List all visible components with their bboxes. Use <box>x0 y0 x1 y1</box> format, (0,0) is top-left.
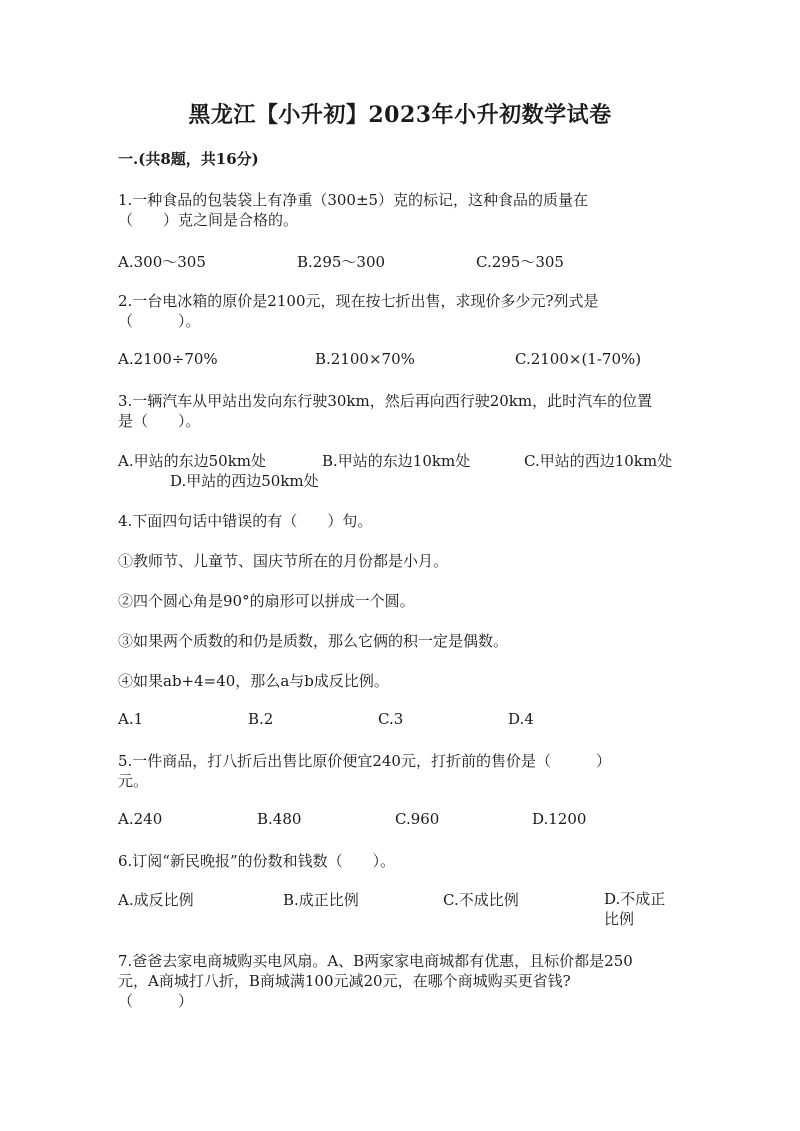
question-4-statement-2: ②四个圆心角是90°的扇形可以拼成一个圆。 <box>118 592 415 610</box>
question-2-option-a: A.2100÷70% <box>118 350 218 368</box>
page-title: 黑龙江【小升初】2023年小升初数学试卷 <box>188 102 612 128</box>
question-6-line-1: 6.订阅“新民晚报”的份数和钱数（ ）。 <box>118 852 396 870</box>
question-3-line-2: 是（ ）。 <box>118 412 201 430</box>
question-1-option-c: C.295～305 <box>476 253 564 271</box>
question-3-line-1: 3.一辆汽车从甲站出发向东行驶30km，然后再向西行驶20km，此时汽车的位置 <box>118 392 653 410</box>
question-3-option-d: D.甲站的西边50km处 <box>170 472 319 490</box>
question-1-option-a: A.300～305 <box>118 253 206 271</box>
question-2-option-c: C.2100×(1-70%) <box>515 350 642 368</box>
question-7-line-1: 7.爸爸去家电商城购买电风扇。A、B两家家电商城都有优惠，且标价都是250 <box>118 952 633 970</box>
question-2-line-1: 2.一台电冰箱的原价是2100元，现在按七折出售，求现价多少元?列式是 <box>118 292 599 310</box>
question-5-option-a: A.240 <box>118 810 163 828</box>
question-7-line-3: （ ） <box>118 992 194 1010</box>
question-4-statement-4: ④如果ab+4=40，那么a与b成反比例。 <box>118 672 389 690</box>
question-3-option-a: A.甲站的东边50km处 <box>118 452 267 470</box>
question-5-line-1: 5.一件商品，打八折后出售比原价便宜240元，打折前的售价是（ ） <box>118 752 611 770</box>
question-4-line-1: 4.下面四句话中错误的有（ ）句。 <box>118 512 373 530</box>
question-2-option-b: B.2100×70% <box>315 350 415 368</box>
question-5-option-b: B.480 <box>257 810 302 828</box>
question-1-option-b: B.295～300 <box>297 253 386 271</box>
question-5-option-d: D.1200 <box>532 810 587 828</box>
question-6-option-d: D.不成正比例 <box>604 890 666 928</box>
section-heading: 一.(共8题，共16分) <box>118 150 259 168</box>
question-4-option-d: D.4 <box>508 710 534 728</box>
question-1-line-1: 1.一种食品的包装袋上有净重（300±5）克的标记，这种食品的质量在 <box>118 191 589 209</box>
question-2-line-2: （ ）。 <box>118 312 201 330</box>
question-6-option-a: A.成反比例 <box>118 891 194 909</box>
question-5-line-2: 元。 <box>118 772 149 790</box>
question-7-line-2: 元，A商城打八折，B商城满100元减20元，在哪个商城购买更省钱? <box>118 972 571 990</box>
question-6-option-b: B.成正比例 <box>283 891 359 909</box>
question-5-option-c: C.960 <box>395 810 440 828</box>
question-4-option-a: A.1 <box>118 710 144 728</box>
question-6-option-c: C.不成比例 <box>443 891 519 909</box>
question-4-option-b: B.2 <box>248 710 274 728</box>
question-4-statement-3: ③如果两个质数的和仍是质数，那么它俩的积一定是偶数。 <box>118 632 509 650</box>
question-3-option-b: B.甲站的东边10km处 <box>322 452 471 470</box>
question-4-statement-1: ①教师节、儿童节、国庆节所在的月份都是小月。 <box>118 552 449 570</box>
question-1-line-2: （ ）克之间是合格的。 <box>118 211 299 229</box>
question-4-option-c: C.3 <box>378 710 404 728</box>
question-3-option-c: C.甲站的西边10km处 <box>524 452 673 470</box>
